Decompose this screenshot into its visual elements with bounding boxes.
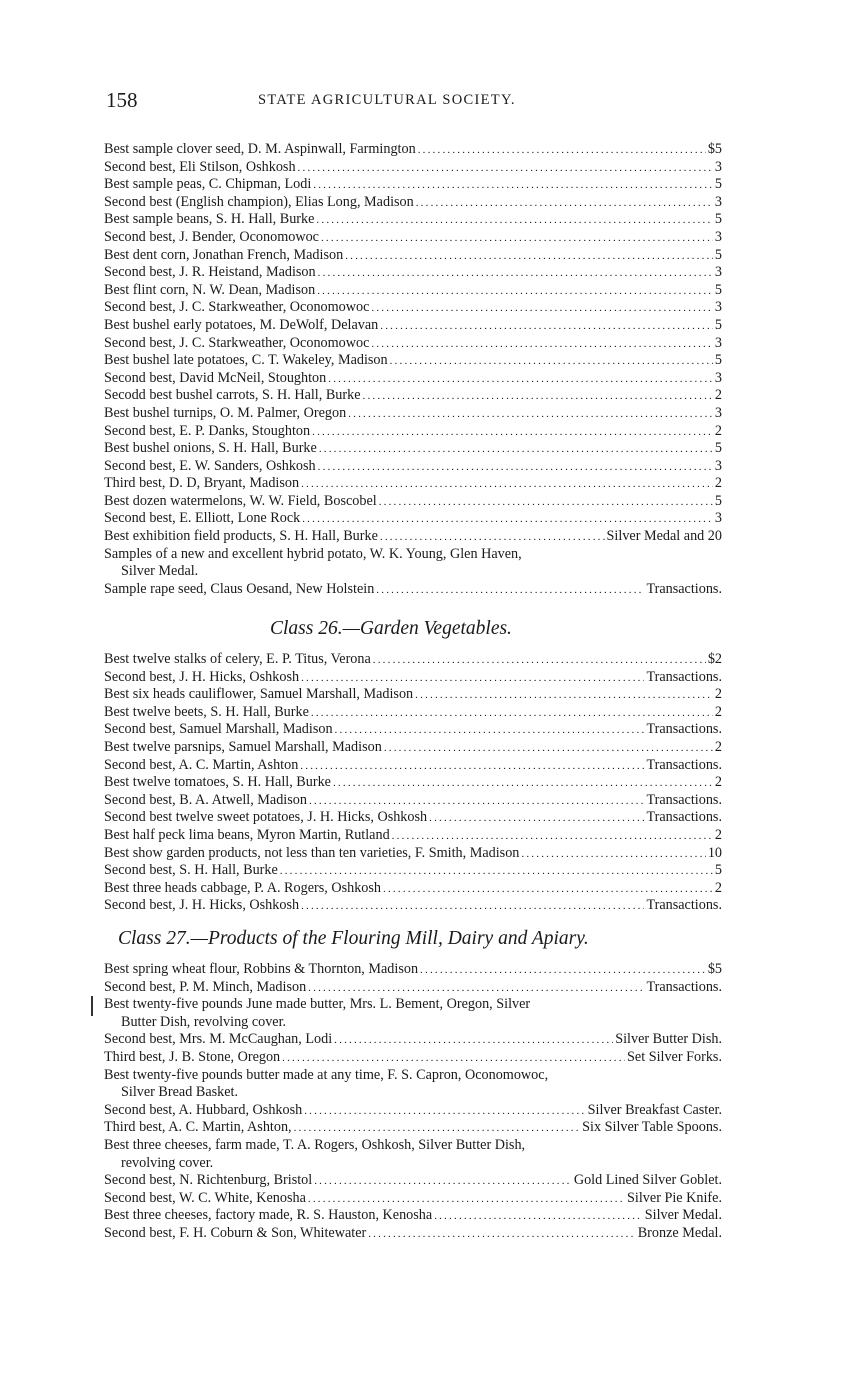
flouring-mill-dairy-list — [104, 961, 722, 1243]
list-item: Second best, N. Richtenburg, Bristol ..... Gold Lined Silver Goblet. — [104, 1172, 722, 1190]
list-item-continuation: Silver Medal. — [121, 563, 199, 580]
list-item: Best twelve stalks of celery, E. P. Titus, Verona ..... $2 — [104, 651, 722, 669]
list-item: Best dent corn, Jonathan French, Madison ..... 5 — [104, 247, 722, 265]
list-item: Second best, J. C. Starkweather, Oconomowoc ..... 3 — [104, 299, 722, 317]
list-item: Best six heads cauliflower, Samuel Marshall, Madison ..... 2 — [104, 686, 722, 704]
list-item: Second best, E. W. Sanders, Oshkosh ..... 3 — [104, 458, 722, 476]
list-item: Second best twelve sweet potatoes, J. H. Hicks, Oshkosh ..... Transactions. — [104, 809, 722, 827]
garden-vegetables-list — [104, 651, 722, 915]
list-item: Best show garden products, not less than ten varieties, F. Smith, Madison ..... 10 — [104, 845, 722, 863]
margin-bracket-mark — [91, 996, 97, 1016]
list-item: Best twelve beets, S. H. Hall, Burke ..... 2 — [104, 704, 722, 722]
list-item: Best three cheeses, farm made, T. A. Rogers, Oshkosh, Silver Butter Dish, — [104, 1136, 526, 1153]
running-head: STATE AGRICULTURAL SOCIETY. — [258, 92, 516, 108]
list-item: Second best, J. H. Hicks, Oshkosh ..... Transactions. — [104, 897, 722, 915]
list-item: Samples of a new and excellent hybrid potato, W. K. Young, Glen Haven, — [104, 545, 522, 562]
list-item: Second best, E. Elliott, Lone Rock ..... 3 — [104, 510, 722, 528]
class-26-heading: Class 26.—Garden Vegetables. — [270, 618, 512, 639]
list-item: Best three heads cabbage, P. A. Rogers, Oshkosh ..... 2 — [104, 880, 722, 898]
list-item: Best flint corn, N. W. Dean, Madison ..... 5 — [104, 282, 722, 300]
list-item: Second best, A. C. Martin, Ashton ..... Transactions. — [104, 757, 722, 775]
list-item: Third best, D. D, Bryant, Madison ..... 2 — [104, 475, 722, 493]
page-number: 158 — [106, 88, 138, 112]
list-item: Best twenty-five pounds butter made at any time, F. S. Capron, Oconomowoc, — [104, 1066, 549, 1083]
list-item: Best sample peas, C. Chipman, Lodi ..... 5 — [104, 176, 722, 194]
list-item: Second best, E. P. Danks, Stoughton ..... 2 — [104, 423, 722, 441]
list-item: Second best, J. Bender, Oconomowoc ..... 3 — [104, 229, 722, 247]
list-item: Second best, F. H. Coburn & Son, Whitewater ..... Bronze Medal. — [104, 1225, 722, 1243]
list-item: Second best (English champion), Elias Long, Madison ..... 3 — [104, 194, 722, 212]
list-item: Best sample clover seed, D. M. Aspinwall, Farmington ..... $5 — [104, 141, 722, 159]
list-item: Second best, Eli Stilson, Oshkosh ..... 3 — [104, 159, 722, 177]
page-header — [106, 88, 726, 114]
list-item: Second best, W. C. White, Kenosha ..... Silver Pie Knife. — [104, 1190, 722, 1208]
list-item: Best bushel turnips, O. M. Palmer, Oregon ..... 3 — [104, 405, 722, 423]
list-item: Third best, A. C. Martin, Ashton, ..... Six Silver Table Spoons. — [104, 1119, 722, 1137]
list-item: Second best, P. M. Minch, Madison ..... Transactions. — [104, 979, 722, 997]
list-item: Best half peck lima beans, Myron Martin, Rutland ..... 2 — [104, 827, 722, 845]
list-item: Second best, S. H. Hall, Burke ..... 5 — [104, 862, 722, 880]
list-item-continuation: revolving cover. — [121, 1154, 214, 1171]
class-27-heading: Class 27.—Products of the Flouring Mill, Dairy and Apiary. — [118, 928, 589, 949]
list-item: Best bushel early potatoes, M. DeWolf, Delavan ..... 5 — [104, 317, 722, 335]
list-item: Second best, J. H. Hicks, Oshkosh ..... Transactions. — [104, 669, 722, 687]
list-item: Third best, J. B. Stone, Oregon ..... Set Silver Forks. — [104, 1049, 722, 1067]
list-item: Best twelve parsnips, Samuel Marshall, Madison ..... 2 — [104, 739, 722, 757]
list-item: Second best, A. Hubbard, Oshkosh ..... Silver Breakfast Caster. — [104, 1102, 722, 1120]
list-item: Second best, J. R. Heistand, Madison ..... 3 — [104, 264, 722, 282]
list-item: Best three cheeses, factory made, R. S. Hauston, Kenosha ..... Silver Medal. — [104, 1207, 722, 1225]
list-item: Best twelve tomatoes, S. H. Hall, Burke ..... 2 — [104, 774, 722, 792]
list-item: Second best, David McNeil, Stoughton ..... 3 — [104, 370, 722, 388]
list-item: Best bushel onions, S. H. Hall, Burke ..... 5 — [104, 440, 722, 458]
list-item: Second best, B. A. Atwell, Madison ..... Transactions. — [104, 792, 722, 810]
list-item: Best twenty-five pounds June made butter, Mrs. L. Bement, Oregon, Silver — [104, 996, 531, 1013]
field-products-list — [104, 141, 722, 598]
list-item: Secodd best bushel carrots, S. H. Hall, Burke ..... 2 — [104, 387, 722, 405]
list-item-continuation: Silver Bread Basket. — [121, 1084, 239, 1101]
list-item: Second best, Mrs. M. McCaughan, Lodi ..... Silver Butter Dish. — [104, 1031, 722, 1049]
list-item-continuation: Butter Dish, revolving cover. — [121, 1013, 287, 1030]
list-item: Best sample beans, S. H. Hall, Burke ..... 5 — [104, 211, 722, 229]
list-item: Best exhibition field products, S. H. Hall, Burke ..... Silver Medal and 20 — [104, 528, 722, 546]
list-item: Best bushel late potatoes, C. T. Wakeley, Madison ..... 5 — [104, 352, 722, 370]
list-item: Second best, Samuel Marshall, Madison ..... Transactions. — [104, 721, 722, 739]
list-item: Best dozen watermelons, W. W. Field, Boscobel ..... 5 — [104, 493, 722, 511]
list-item: Best spring wheat flour, Robbins & Thornton, Madison ..... $5 — [104, 961, 722, 979]
list-item: Second best, J. C. Starkweather, Oconomowoc ..... 3 — [104, 335, 722, 353]
list-item: Sample rape seed, Claus Oesand, New Holstein ..... Transactions. — [104, 581, 722, 599]
